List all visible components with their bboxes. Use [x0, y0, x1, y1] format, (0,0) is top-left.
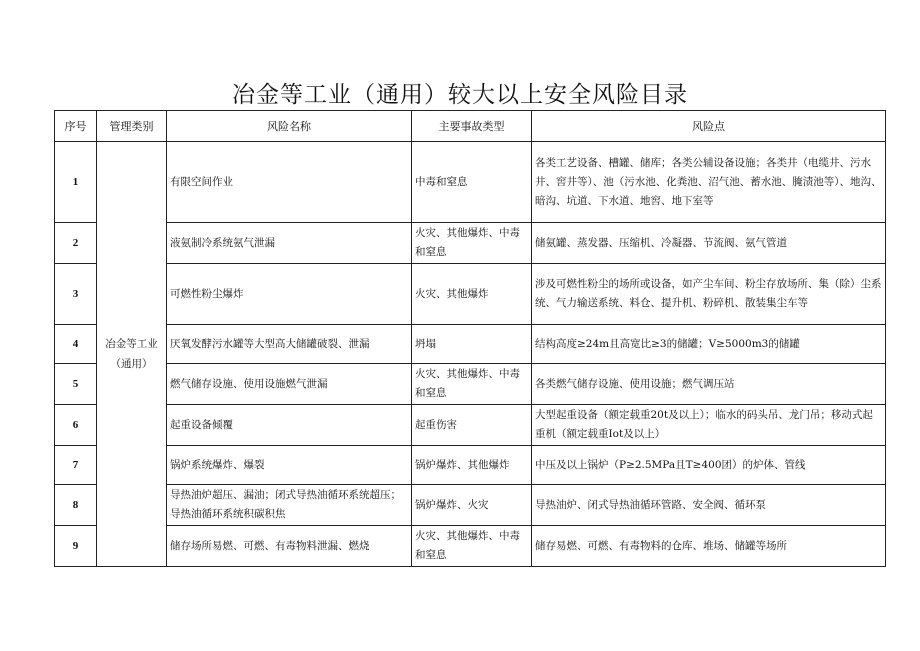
accident-type: 锅炉爆炸、其他爆炸 [412, 446, 532, 485]
header-accident-type: 主要事故类型 [412, 111, 532, 142]
risk-points: 大型起重设备（额定载重20t及以上）；临水的码头吊、龙门吊；移动式起重机（额定载重Iot及以上） [532, 405, 886, 446]
risk-table [54, 110, 886, 567]
table-row [55, 264, 886, 325]
risk-points: 中压及以上锅炉（P≥2.5MPa且T≥400团）的炉体、管线 [532, 446, 886, 485]
risk-name: 燃气储存设施、使用设施燃气泄漏 [167, 364, 412, 405]
accident-type: 火灾、其他爆炸 [412, 264, 532, 325]
risk-name: 锅炉系统爆炸、爆裂 [167, 446, 412, 485]
risk-name: 可燃性粉尘爆炸 [167, 264, 412, 325]
row-no: 5 [55, 364, 97, 405]
table-header-row [55, 111, 886, 142]
row-no: 4 [55, 325, 97, 364]
page-title: 冶金等工业（通用）较大以上安全风险目录 [232, 82, 688, 108]
risk-name: 厌氧发酵污水罐等大型高大储罐破裂、泄漏 [167, 325, 412, 364]
risk-points: 储存易燃、可燃、有毒物料的仓库、堆场、储罐等场所 [532, 526, 886, 567]
risk-points: 各类燃气储存设施、使用设施；燃气调压站 [532, 364, 886, 405]
risk-name: 储存场所易燃、可燃、有毒物料泄漏、燃烧 [167, 526, 412, 567]
row-no: 9 [55, 526, 97, 567]
header-risk-points: 风险点 [532, 111, 886, 142]
risk-name: 有限空间作业 [167, 142, 412, 223]
accident-type: 火灾、其他爆炸、中毒和窒息 [412, 223, 532, 264]
row-no: 6 [55, 405, 97, 446]
risk-name: 导热油炉超压、漏油；闭式导热油循环系统超压；导热油循环系统积碳积焦 [167, 485, 412, 526]
risk-name: 起重设备倾覆 [167, 405, 412, 446]
risk-points: 结构高度≥24m且高宽比≥3的储罐；V≥5000m3的储罐 [532, 325, 886, 364]
management-category: 冶金等工业（通用） [97, 142, 167, 567]
table-row [55, 485, 886, 526]
header-risk-name: 风险名称 [167, 111, 412, 142]
table-row [55, 325, 886, 364]
risk-points: 各类工艺设备、槽罐、储库；各类公辅设备设施；各类井（电缆井、污水井、窖井等）、池（污水池、化粪池、沼气池、蓄水池、腌渍池等）、地沟、暗沟、坑道、下水道、地窖、地下室等 [532, 142, 886, 223]
risk-points: 储氨罐、蒸发器、压缩机、冷凝器、节流阀、氨气管道 [532, 223, 886, 264]
accident-type: 中毒和窒息 [412, 142, 532, 223]
table-row [55, 446, 886, 485]
accident-type: 起重伤害 [412, 405, 532, 446]
accident-type: 火灾、其他爆炸、中毒和窒息 [412, 526, 532, 567]
accident-type: 坍塌 [412, 325, 532, 364]
header-no: 序号 [55, 111, 97, 142]
accident-type: 锅炉爆炸、火灾 [412, 485, 532, 526]
table-row [55, 223, 886, 264]
row-no: 3 [55, 264, 97, 325]
row-no: 7 [55, 446, 97, 485]
accident-type: 火灾、其他爆炸、中毒和窒息 [412, 364, 532, 405]
table-row [55, 405, 886, 446]
row-no: 1 [55, 142, 97, 223]
table-row [55, 142, 886, 223]
row-no: 2 [55, 223, 97, 264]
table-row [55, 364, 886, 405]
risk-points: 涉及可燃性粉尘的场所或设备，如产尘车间、粉尘存放场所、集（除）尘系统、气力输送系统、料仓、提升机、粉碎机、散装集尘车等 [532, 264, 886, 325]
risk-name: 液氨制冷系统氨气泄漏 [167, 223, 412, 264]
row-no: 8 [55, 485, 97, 526]
header-category: 管理类别 [97, 111, 167, 142]
table-row [55, 526, 886, 567]
risk-points: 导热油炉、闭式导热油循环管路、安全阀、循环泵 [532, 485, 886, 526]
